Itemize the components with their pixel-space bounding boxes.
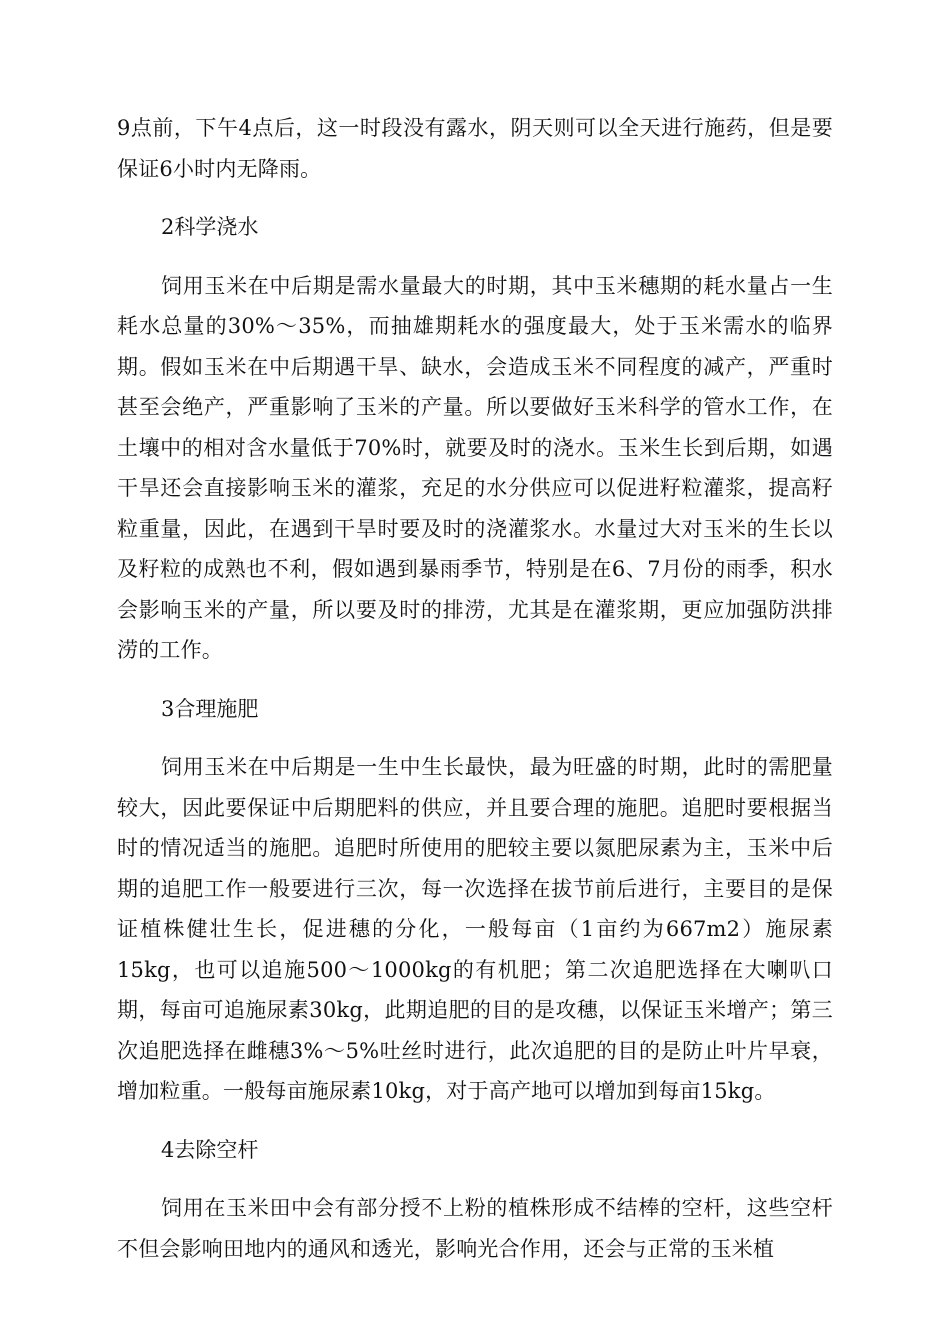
section-body-watering: 饲用玉米在中后期是需水量最大的时期，其中玉米穗期的耗水量占一生耗水总量的30%～35%，而抽雄期耗水的强度最大，处于玉米需水的临界期。假如玉米在中后期遇干旱、缺水，会造成玉米不同程度的减产，严重时甚至会绝产，严重影响了玉米的产量。所以要做好玉米科学的管水工作，在土壤中的相对含水量低于70%时，就要及时的浇水。玉米生长到后期，如遇干旱还会直接影响玉米的灌浆，充足的水分供应可以促进籽粒灌浆，提高籽粒重量，因此，在遇到干旱时要及时的浇灌浆水。水量过大对玉米的生长以及籽粒的成熟也不利，假如遇到暴雨季节，特别是在6、7月份的雨季，积水会影响玉米的产量，所以要及时的排涝，尤其是在灌浆期，更应加强防洪排涝的工作。 (117, 273, 833, 662)
paragraph-gap (117, 1170, 833, 1188)
section-heading-watering: 2科学浇水 (161, 215, 259, 239)
section-heading-fertilizing: 3合理施肥 (161, 696, 259, 721)
paragraph-gap (117, 248, 833, 266)
paragraph-gap (117, 671, 833, 689)
section-body-fertilizing: 饲用玉米在中后期是一生中生长最快，最为旺盛的时期，此时的需肥量较大，因此要保证中后期肥料的供应，并且要合理的施肥。追肥时要根据当时的情况适当的施肥。追肥时所使用的肥较主要以氮肥尿素为主，玉米中后期的追肥工作一般要进行三次，每一次选择在拔节前后进行，主要目的是保证植株健壮生长，促进穗的分化，一般每亩（1亩约为667m2）施尿素15kg，也可以追施500～1000kg的有机肥；第二次追肥选择在大喇叭口期，每亩可追施尿素30kg，此期追肥的目的是攻穗，以保证玉米增产；第三次追肥选择在雌穗3%～5%吐丝时进行，此次追肥的目的是防止叶片早衰，增加粒重。一般每亩施尿素10kg，对于高产地可以增加到每亩15kg。 (117, 755, 833, 1103)
paragraph-gap (117, 189, 833, 207)
document-page (117, 108, 833, 1269)
continuation-paragraph: 9点前，下午4点后，这一时段没有露水，阴天则可以全天进行施药，但是要保证6小时内无降雨。 (117, 116, 833, 181)
section-body-remove-empty-stalks: 饲用在玉米田中会有部分授不上粉的植株形成不结棒的空杆，这些空杆不但会影响田地内的通风和透光，影响光合作用，还会与正常的玉米植 (117, 1196, 833, 1261)
paragraph-gap (117, 729, 833, 747)
paragraph-gap (117, 1112, 833, 1130)
section-heading-remove-empty-stalks: 4去除空杆 (161, 1137, 259, 1162)
